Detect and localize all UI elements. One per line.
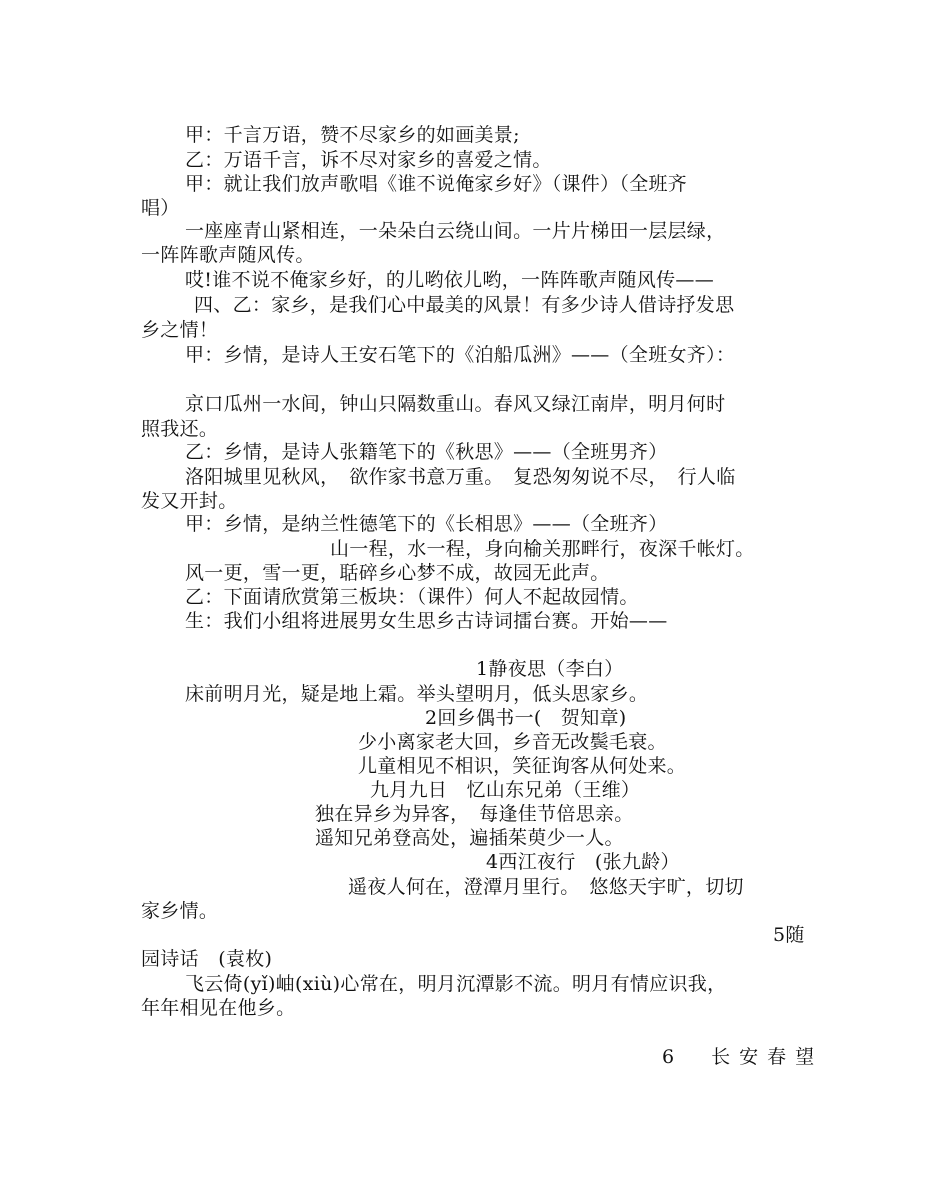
text-line: 哎!谁不说不俺家乡好，的儿哟依儿哟，一阵阵歌声随风传——	[185, 269, 715, 291]
poem-line: 独在异乡为异客， 每逢佳节倍思亲。	[315, 803, 634, 825]
text-line: 京口瓜州一水间，钟山只隔数重山。春风又绿江南岸，明月何时	[185, 393, 726, 415]
poem-line: 飞云倚(yǐ)岫(xiù)心常在，明月沉潭影不流。明月有情应识我，	[185, 973, 727, 995]
poem-line: 遥夜人何在，澄潭月里行。 悠悠天宇旷，切切	[348, 876, 744, 898]
poem-line: 遥知兄弟登高处，遍插茱萸少一人。	[315, 827, 624, 849]
text-line: 甲：千言万语，赞不尽家乡的如画美景;	[185, 124, 520, 146]
poem-title: 1静夜思（李白）	[476, 658, 624, 680]
text-line: 一座座青山紧相连，一朵朵白云绕山间。一片片梯田一层层绿，	[185, 220, 726, 242]
text-line: 甲：乡情，是诗人王安石笔下的《泊船瓜洲》——（全班女齐）：	[185, 344, 736, 366]
poem-line: 家乡情。	[141, 900, 219, 922]
text-line: 一阵阵歌声随风传。	[141, 244, 315, 266]
text-line: 唱）	[141, 197, 180, 219]
poem-title: 6 长安春望	[662, 1046, 824, 1068]
text-line: 乙：乡情，是诗人张籍笔下的《秋思》——（全班男齐）	[185, 441, 668, 463]
poem-line: 儿童相见不相识，笑征询客从何处来。	[358, 755, 687, 777]
text-line: 乙：万语千言，诉不尽对家乡的喜爱之情。	[185, 149, 552, 171]
poem-line: 床前明月光，疑是地上霜。举头望明月，低头思家乡。	[185, 683, 649, 705]
text-line: 乡之情！	[141, 319, 219, 341]
poem-title: 5随	[773, 924, 805, 946]
text-line: 洛阳城里见秋风， 欲作家书意万重。 复恐匆匆说不尽， 行人临	[185, 466, 736, 488]
text-line: 照我还。	[141, 418, 219, 440]
poem-title: 4西江夜行 (张九龄）	[486, 851, 680, 873]
text-line: 风一更，雪一更，聒碎乡心梦不成，故园无此声。	[185, 562, 610, 584]
poem-title: 九月九日 忆山东兄弟（王维）	[370, 779, 641, 801]
text-line: 甲：乡情，是纳兰性德笔下的《长相思》——（全班齐）	[185, 513, 668, 535]
text-line: 山一程，水一程，身向榆关那畔行，夜深千帐灯。	[330, 538, 755, 560]
text-line: 甲：就让我们放声歌唱《谁不说俺家乡好》（课件）（全班齐	[185, 173, 688, 195]
poem-line: 年年相见在他乡。	[141, 997, 296, 1019]
poem-title: 2回乡偶书一( 贺知章)	[425, 707, 627, 729]
poem-line: 少小离家老大回，乡音无改鬓毛衰。	[358, 731, 667, 753]
text-line: 四、乙：家乡，是我们心中最美的风景！有多少诗人借诗抒发思	[194, 294, 735, 316]
text-line: 乙：下面请欣赏第三板块：（课件）何人不起故园情。	[185, 586, 639, 608]
text-line: 生：我们小组将进展男女生思乡古诗词擂台赛。开始——	[185, 610, 668, 632]
poem-title: 园诗话 (袁枚)	[141, 948, 273, 970]
text-line: 发又开封。	[141, 490, 238, 512]
